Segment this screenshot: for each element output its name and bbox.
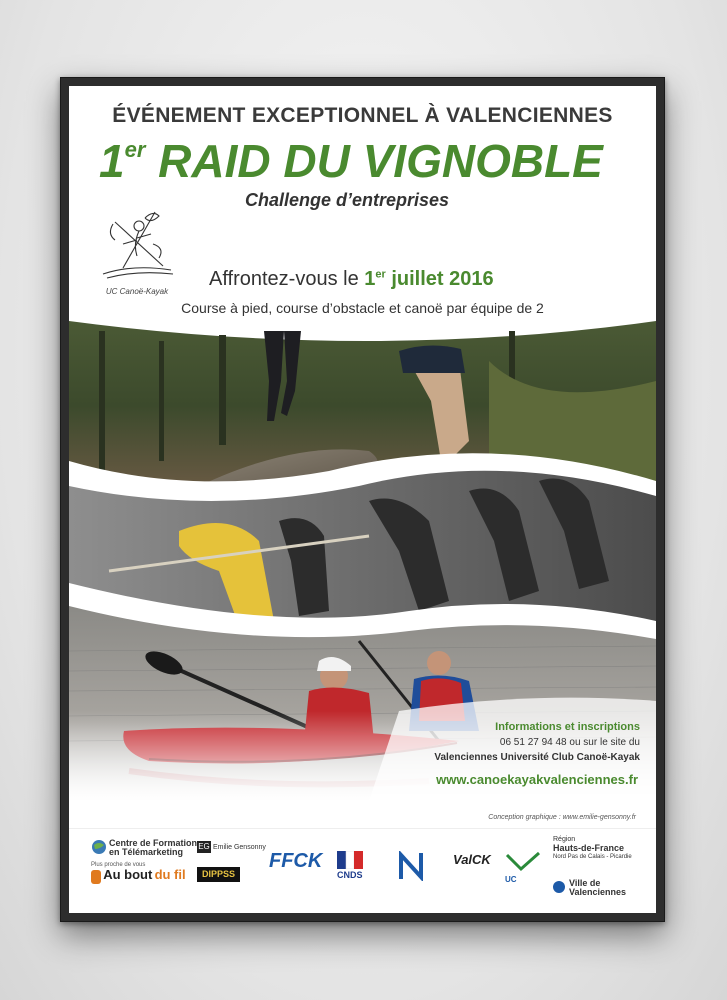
ville-icon: [553, 881, 565, 893]
cft-line-2: en Télémarketing: [109, 847, 184, 857]
eg-icon: EG: [198, 842, 210, 851]
valck-label: ValCK: [453, 852, 491, 867]
sponsor-dippss: [197, 867, 240, 882]
flag-icon: [337, 851, 363, 869]
aubout-small: Plus proche de vous: [91, 862, 146, 868]
dippss-label: DIPPSS: [202, 869, 236, 879]
globe-icon: [91, 839, 107, 855]
ville-line-1: Ville de: [569, 878, 601, 888]
sponsor-ville: [553, 879, 626, 897]
cft-line-1: Centre de Formation: [109, 838, 198, 848]
sponsor-aubout: [91, 861, 186, 884]
emilie-label: Emilie Gensonny: [212, 843, 266, 851]
sponsor-emilie: [197, 841, 266, 853]
sponsor-strip: [69, 828, 656, 913]
date-suffix: er: [375, 268, 386, 281]
info-title: Informations et inscriptions: [495, 721, 640, 733]
info-line: 06 51 27 94 48 ou sur le site du: [499, 737, 640, 748]
ville-line-2: Valenciennes: [569, 887, 627, 897]
club-logo-caption: UC Canoë-Kayak: [105, 287, 169, 296]
sponsor-cnds: [337, 851, 363, 880]
date-line: [209, 268, 494, 291]
design-credit: Conception graphique : www.emilie-gensonny.fr: [488, 814, 636, 821]
sponsor-cft: [91, 839, 197, 857]
sponsor-valck: [453, 852, 491, 867]
club-logo: [93, 204, 181, 296]
title-text: RAID DU VIGNOBLE: [158, 135, 603, 187]
sponsor-nord: [397, 851, 425, 883]
date-prefix: Affrontez-vous le: [209, 268, 365, 290]
sponsor-uc: [505, 851, 541, 884]
region-line-3: Nord Pas de Calais - Picardie: [553, 854, 632, 860]
info-block: [434, 720, 640, 765]
title-number: 1: [99, 135, 125, 187]
sponsor-region: [553, 835, 632, 862]
website-link[interactable]: www.canoekayakvalenciennes.fr: [436, 772, 638, 787]
event-title: [99, 134, 656, 188]
title-suffix: er: [124, 136, 146, 162]
kayaker-icon: [93, 204, 181, 286]
uc-logo-icon: [505, 851, 541, 873]
date-highlight: [364, 268, 493, 290]
region-line-1: Région: [553, 836, 576, 843]
ffck-label: FFCK: [269, 850, 323, 872]
sponsor-ffck: [269, 850, 323, 872]
aubout-1: Au bout: [103, 867, 153, 883]
date-rest: juillet 2016: [385, 268, 494, 290]
poster-frame: [60, 77, 665, 922]
headline: ÉVÉNEMENT EXCEPTIONNEL À VALENCIENNES: [112, 104, 613, 127]
event-subtitle: Challenge d’entreprises: [245, 190, 450, 210]
course-description: Course à pied, course d’obstacle et canoë par équipe de 2: [181, 300, 544, 316]
uc-label: UC: [505, 875, 517, 884]
cnds-label: CNDS: [337, 870, 363, 880]
date-number: 1: [364, 268, 376, 290]
nord-logo-icon: [397, 851, 425, 881]
aubout-2: du fil: [154, 867, 186, 883]
region-line-2: Hauts-de-France: [553, 843, 625, 853]
phone-icon: [91, 870, 101, 884]
info-club: Valenciennes Université Club Canoë-Kayak: [434, 752, 640, 763]
poster: [69, 86, 656, 913]
